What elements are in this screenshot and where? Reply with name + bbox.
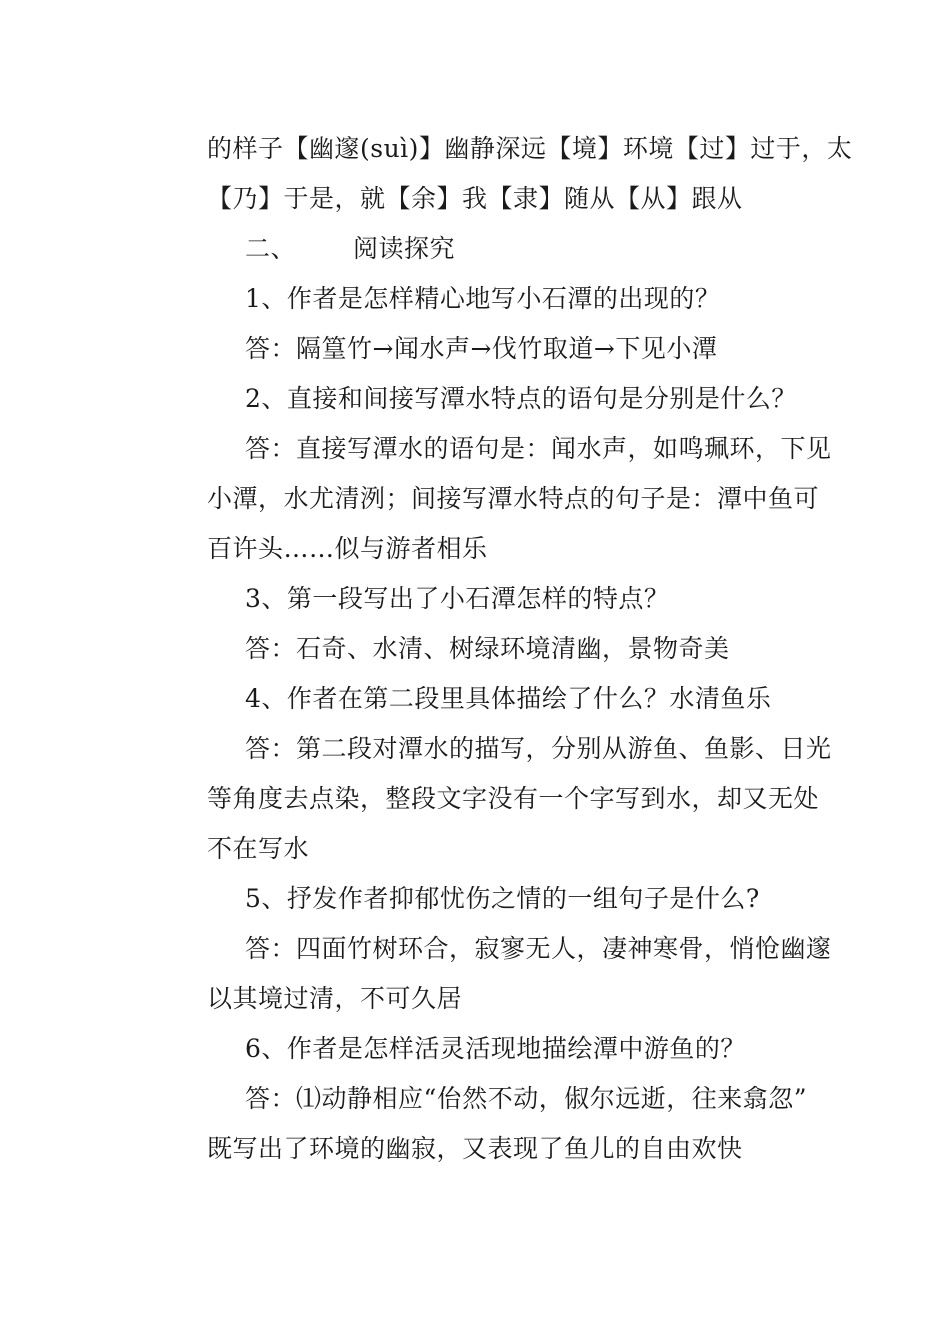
text-line: 的样子【幽邃(suì)】幽静深远【境】环境【过】过于，太 (207, 134, 853, 163)
question-5: 5、抒发作者抑郁忧伤之情的一组句子是什么? (245, 884, 760, 913)
answer-2-line-1: 答：直接写潭水的语句是：闻水声，如鸣珮环，下见 (245, 434, 832, 463)
question-2: 2、直接和间接写潭水特点的语句是分别是什么？ (245, 384, 797, 413)
question-4: 4、作者在第二段里具体描绘了什么？水清鱼乐 (245, 684, 772, 713)
text-line: 【乃】于是，就【余】我【隶】随从【从】跟从 (207, 184, 743, 213)
section-heading (207, 224, 807, 274)
answer-6-line-2: 既写出了环境的幽寂，又表现了鱼儿的自由欢快 (207, 1134, 743, 1163)
answer-4-line-3: 不在写水 (207, 834, 310, 863)
answer-6-line-1: 答：⑴动静相应“佁然不动，俶尔远逝，往来翕忽” (245, 1084, 808, 1113)
document-body (207, 124, 853, 1174)
answer-2-line-2: 小潭，水尤清洌；间接写潭水特点的句子是：潭中鱼可 (207, 484, 820, 513)
answer-1: 答：隔篁竹→闻水声→伐竹取道→下见小潭 (245, 334, 718, 363)
answer-5-line-2: 以其境过清，不可久居 (207, 984, 463, 1013)
question-1: 1、作者是怎样精心地写小石潭的出现的？ (245, 284, 721, 313)
answer-2-line-3: 百许头……似与游者相乐 (207, 534, 488, 563)
answer-3: 答：石奇、水清、树绿环境清幽，景物奇美 (245, 634, 730, 663)
section-title: 阅读探究 (353, 234, 456, 263)
section-number: 二、 (245, 234, 297, 263)
answer-4-line-1: 答：第二段对潭水的描写，分别从游鱼、鱼影、日光 (245, 734, 832, 763)
answer-5-line-1: 答：四面竹树环合，寂寥无人，凄神寒骨，悄怆幽邃 (245, 934, 832, 963)
answer-4-line-2: 等角度去点染，整段文字没有一个字写到水，却又无处 (207, 784, 820, 813)
question-3: 3、第一段写出了小石潭怎样的特点？ (245, 584, 670, 613)
question-6: 6、作者是怎样活灵活现地描绘潭中游鱼的？ (245, 1034, 746, 1063)
